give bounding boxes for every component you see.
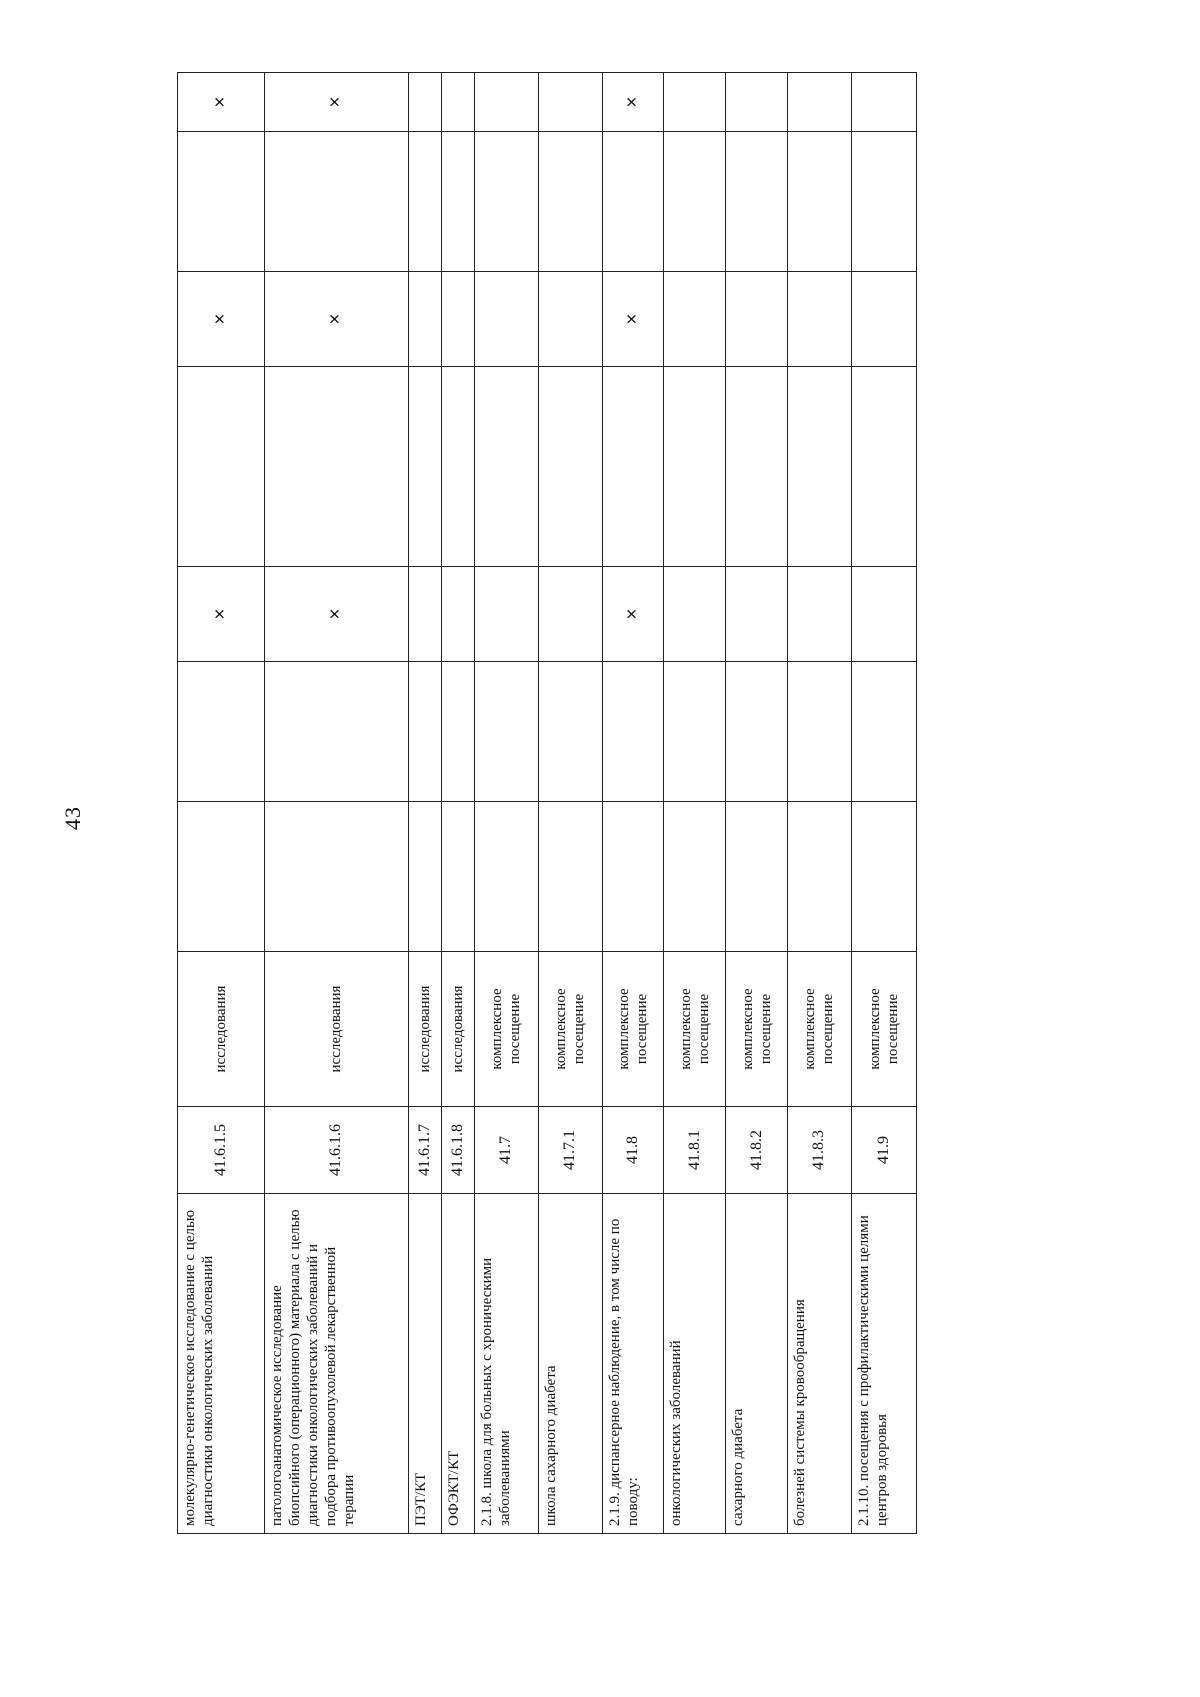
- row-cell-6: [788, 567, 852, 662]
- row-cell-9: [602, 132, 664, 272]
- table-row: [538, 73, 602, 1534]
- row-cell-9: [664, 132, 726, 272]
- row-code: 41.6.1.6: [264, 1107, 408, 1194]
- row-name: ОФЭКТ/КТ: [441, 1194, 474, 1534]
- row-cell-10: [474, 73, 538, 132]
- row-cell-7: [538, 367, 602, 567]
- row-cell-8: [474, 272, 538, 367]
- row-cell-7: [441, 367, 474, 567]
- row-cell-10: ×: [264, 73, 408, 132]
- row-code: 41.7.1: [538, 1107, 602, 1194]
- row-unit: исследования: [441, 952, 474, 1107]
- row-cell-4: [474, 802, 538, 952]
- row-cell-10: [538, 73, 602, 132]
- row-cell-7: [851, 367, 916, 567]
- table-row: [851, 73, 916, 1534]
- row-cell-4: [788, 802, 852, 952]
- row-cell-9: [264, 132, 408, 272]
- table-row: [264, 73, 408, 1534]
- row-name: патологоанатомическое исследование биопсийного (операционного) материала с целью диагностики онкологических заболеваний и подбора противоопухолевой лекарственной терапии: [264, 1194, 408, 1534]
- row-cell-5: [474, 662, 538, 802]
- row-cell-4: [726, 802, 788, 952]
- row-cell-6: ×: [178, 567, 265, 662]
- row-cell-5: [602, 662, 664, 802]
- row-cell-5: [178, 662, 265, 802]
- row-cell-8: ×: [178, 272, 265, 367]
- row-cell-6: [408, 567, 441, 662]
- row-code: 41.6.1.7: [408, 1107, 441, 1194]
- row-unit: комплексное посещение: [726, 952, 788, 1107]
- row-cell-10: [788, 73, 852, 132]
- row-cell-5: [851, 662, 916, 802]
- row-cell-7: [602, 367, 664, 567]
- row-cell-10: [726, 73, 788, 132]
- row-cell-6: ×: [602, 567, 664, 662]
- row-unit: исследования: [408, 952, 441, 1107]
- rotated-table-container: [177, 73, 917, 1534]
- row-cell-5: [788, 662, 852, 802]
- row-cell-5: [264, 662, 408, 802]
- row-name: 2.1.8. школа для больных с хроническими заболеваниями: [474, 1194, 538, 1534]
- row-code: 41.8.2: [726, 1107, 788, 1194]
- row-cell-8: [408, 272, 441, 367]
- row-name: 2.1.9. диспансерное наблюдение, в том числе по поводу:: [602, 1194, 664, 1534]
- row-cell-8: ×: [264, 272, 408, 367]
- row-unit: комплексное посещение: [851, 952, 916, 1107]
- row-cell-6: [726, 567, 788, 662]
- row-cell-7: [726, 367, 788, 567]
- row-cell-7: [408, 367, 441, 567]
- row-cell-8: [726, 272, 788, 367]
- row-cell-8: [441, 272, 474, 367]
- table-row: [726, 73, 788, 1534]
- row-cell-10: [441, 73, 474, 132]
- row-cell-10: ×: [178, 73, 265, 132]
- row-name: школа сахарного диабета: [538, 1194, 602, 1534]
- row-cell-5: [441, 662, 474, 802]
- table-row: [788, 73, 852, 1534]
- row-cell-6: [441, 567, 474, 662]
- row-unit: комплексное посещение: [538, 952, 602, 1107]
- row-unit: комплексное посещение: [664, 952, 726, 1107]
- row-cell-6: [664, 567, 726, 662]
- row-cell-4: [851, 802, 916, 952]
- row-cell-8: ×: [602, 272, 664, 367]
- row-cell-9: [441, 132, 474, 272]
- row-cell-4: [602, 802, 664, 952]
- row-name: 2.1.10. посещения с профилактическими целями центров здоровья: [851, 1194, 916, 1534]
- row-cell-8: [664, 272, 726, 367]
- row-cell-4: [264, 802, 408, 952]
- row-cell-8: [788, 272, 852, 367]
- row-cell-9: [851, 132, 916, 272]
- row-cell-7: [178, 367, 265, 567]
- row-name: ПЭТ/КТ: [408, 1194, 441, 1534]
- table-row: [474, 73, 538, 1534]
- row-cell-6: [474, 567, 538, 662]
- row-cell-4: [408, 802, 441, 952]
- row-cell-7: [474, 367, 538, 567]
- row-code: 41.7: [474, 1107, 538, 1194]
- row-cell-5: [664, 662, 726, 802]
- row-cell-7: [664, 367, 726, 567]
- row-unit: комплексное посещение: [602, 952, 664, 1107]
- row-cell-10: [408, 73, 441, 132]
- row-cell-5: [538, 662, 602, 802]
- table-row: [664, 73, 726, 1534]
- row-cell-6: ×: [264, 567, 408, 662]
- table-row: [441, 73, 474, 1534]
- row-unit: исследования: [178, 952, 265, 1107]
- row-code: 41.6.1.5: [178, 1107, 265, 1194]
- row-cell-7: [788, 367, 852, 567]
- row-unit: комплексное посещение: [474, 952, 538, 1107]
- row-cell-6: [538, 567, 602, 662]
- row-name: болезней системы кровообращения: [788, 1194, 852, 1534]
- table-row: [178, 73, 265, 1534]
- row-cell-10: [851, 73, 916, 132]
- row-cell-9: [408, 132, 441, 272]
- row-cell-4: [178, 802, 265, 952]
- page-number: 43: [60, 806, 85, 830]
- row-cell-9: [726, 132, 788, 272]
- row-name: молекулярно-генетическое исследование с целью диагностики онкологических заболеваний: [178, 1194, 265, 1534]
- row-code: 41.9: [851, 1107, 916, 1194]
- row-cell-4: [538, 802, 602, 952]
- row-cell-5: [408, 662, 441, 802]
- row-cell-9: [538, 132, 602, 272]
- row-cell-8: [851, 272, 916, 367]
- row-code: 41.6.1.8: [441, 1107, 474, 1194]
- table-row: [408, 73, 441, 1534]
- table-row: [602, 73, 664, 1534]
- row-cell-4: [441, 802, 474, 952]
- row-cell-5: [726, 662, 788, 802]
- data-table: [177, 72, 917, 1534]
- row-cell-8: [538, 272, 602, 367]
- row-code: 41.8.3: [788, 1107, 852, 1194]
- row-cell-10: [664, 73, 726, 132]
- row-code: 41.8: [602, 1107, 664, 1194]
- row-name: онкологических заболеваний: [664, 1194, 726, 1534]
- row-name: сахарного диабета: [726, 1194, 788, 1534]
- row-cell-10: ×: [602, 73, 664, 132]
- row-cell-7: [264, 367, 408, 567]
- row-cell-6: [851, 567, 916, 662]
- row-unit: исследования: [264, 952, 408, 1107]
- row-unit: комплексное посещение: [788, 952, 852, 1107]
- row-cell-9: [788, 132, 852, 272]
- row-cell-4: [664, 802, 726, 952]
- row-cell-9: [474, 132, 538, 272]
- row-cell-9: [178, 132, 265, 272]
- row-code: 41.8.1: [664, 1107, 726, 1194]
